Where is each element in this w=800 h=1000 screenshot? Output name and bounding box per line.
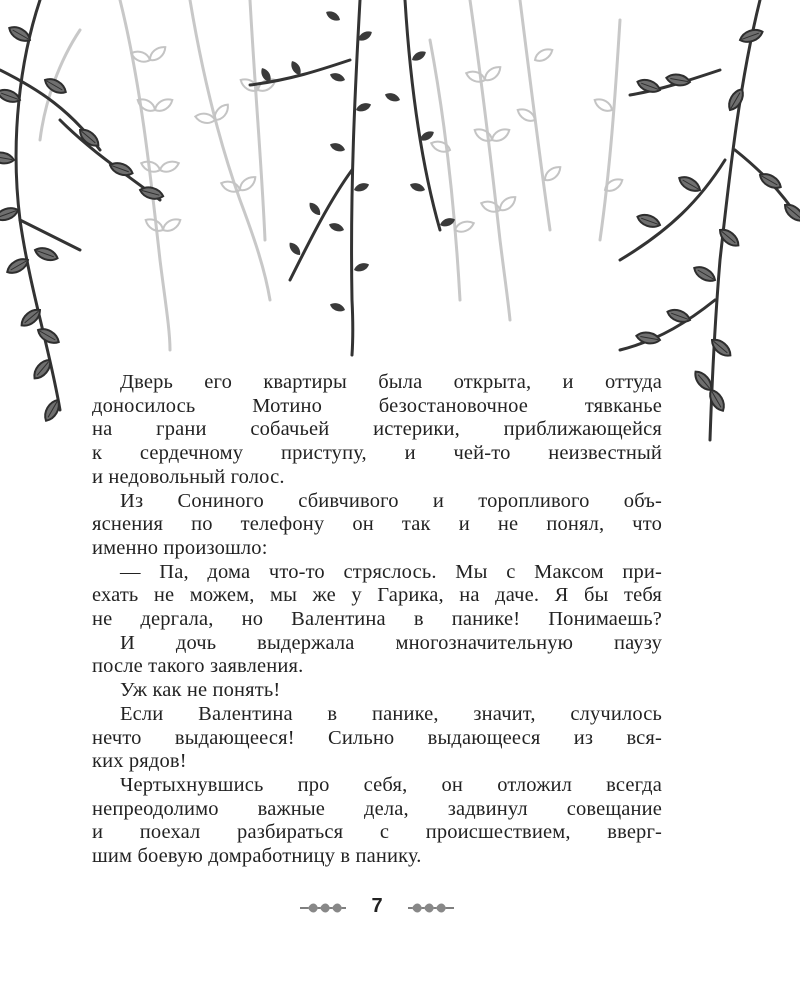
text-line: после такого заявления. [92,655,304,678]
text-line: и поехал разбираться с происшествием, вверг- [92,821,662,844]
text-line: Уж как не понять! [120,679,281,702]
text-line: шим боевую домработницу в панику. [92,845,422,868]
text-line: И дочь выдержала многозначительную паузу [120,631,662,654]
text-line: и недовольный голос. [92,465,285,488]
text-line: — Па, дома что-то стряслось. Мы с Максом при- [120,560,662,583]
text-line: к сердечному приступу, и чей-то неизвестный [92,442,662,465]
body-text [92,371,662,869]
page-footer [0,895,800,923]
text-line: ких рядов! [92,750,187,773]
text-line: не дергала, но Валентина в панике! Понимаешь? [92,608,662,631]
text-line: Если Валентина в панике, значит, случилось [120,702,662,725]
text-line: Чертыхнувшись про себя, он отложил всегда [120,773,662,796]
text-line: непреодолимо важные дела, задвинул совещание [92,797,662,820]
text-line: Дверь его квартиры была открыта, и оттуда [120,371,662,393]
text-line: именно произошло: [92,536,268,559]
sprig-left-icon [298,899,348,917]
text-line: нечто выдающееся! Сильно выдающееся из вся- [92,726,662,749]
sprig-right-icon [406,899,456,917]
text-line: Из Сониного сбивчивого и торопливого объ- [120,489,662,512]
text-line: яснения по телефону он так и не понял, что [92,513,662,536]
text-line: ехать не можем, мы же у Гарика, на даче. Я бы тебя [92,584,662,607]
page-number: 7 [371,895,383,917]
text-line: на грани собачьей истерики, приближающейся [92,418,662,441]
text-line: доносилось Мотино безостановочное тявканье [92,394,662,417]
